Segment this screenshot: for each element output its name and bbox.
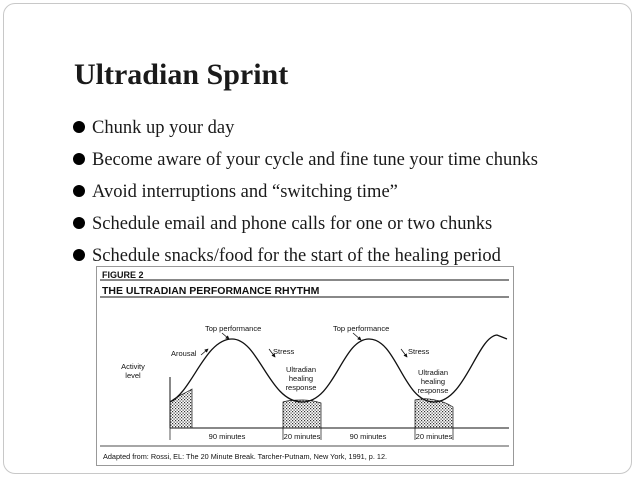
healing-label-line: healing bbox=[420, 377, 446, 386]
rhythm-curve bbox=[170, 335, 507, 402]
ultradian-rhythm-figure bbox=[96, 266, 514, 466]
healing-period-shade bbox=[283, 400, 321, 428]
duration-label: 90 minutes bbox=[349, 432, 387, 441]
top-performance-label: Top performance bbox=[205, 324, 262, 333]
top-performance-label: Top performance bbox=[333, 324, 390, 333]
healing-label-line: healing bbox=[288, 374, 314, 383]
bullet-text: Chunk up your day bbox=[92, 118, 235, 138]
figure-citation: Adapted from: Rossi, EL: The 20 Minute Break. Tarcher-Putnam, New York, 1991, p. 12. bbox=[103, 452, 388, 461]
arousal-label: Arousal bbox=[171, 349, 197, 358]
bullet-dot-icon bbox=[73, 185, 85, 197]
bullet-dot-icon bbox=[73, 121, 85, 133]
healing-label-line: Ultradian bbox=[417, 368, 449, 377]
arrow-icon bbox=[201, 349, 208, 355]
bullet-text: Schedule email and phone calls for one or two chunks bbox=[92, 214, 493, 234]
bullet-item bbox=[73, 179, 538, 211]
duration-label: 90 minutes bbox=[208, 432, 246, 441]
bullet-dot-icon bbox=[73, 249, 85, 261]
bullet-dot-icon bbox=[73, 217, 85, 229]
duration-label: 20 minutes bbox=[415, 432, 453, 441]
bullet-text: Avoid interruptions and “switching time” bbox=[92, 182, 398, 202]
bullet-item bbox=[73, 147, 538, 179]
healing-period-shade bbox=[415, 399, 453, 428]
y-axis-label-line1: Activity bbox=[121, 362, 145, 371]
healing-label-line: response bbox=[417, 386, 449, 395]
bullet-item bbox=[73, 211, 538, 243]
stress-label: Stress bbox=[408, 347, 430, 356]
figure-heading: THE ULTRADIAN PERFORMANCE RHYTHM bbox=[102, 285, 320, 297]
figure-label: FIGURE 2 bbox=[102, 270, 144, 280]
duration-label: 20 minutes bbox=[283, 432, 321, 441]
bullet-item bbox=[73, 115, 538, 147]
bullet-text: Become aware of your cycle and fine tune your time chunks bbox=[92, 150, 538, 170]
arrow-icon bbox=[353, 333, 361, 340]
rhythm-diagram bbox=[97, 267, 515, 467]
bullet-text: Schedule snacks/food for the start of the healing period bbox=[92, 246, 501, 266]
slide-title: Ultradian Sprint bbox=[74, 58, 289, 91]
arrow-icon bbox=[222, 333, 229, 339]
bullet-list bbox=[73, 115, 538, 275]
healing-label-line: response bbox=[285, 383, 317, 392]
bullet-dot-icon bbox=[73, 153, 85, 165]
arrow-icon bbox=[401, 349, 407, 357]
healing-label-line: Ultradian bbox=[285, 365, 317, 374]
healing-period-shade bbox=[170, 389, 192, 428]
y-axis-label-line2: level bbox=[125, 371, 141, 380]
stress-label: Stress bbox=[273, 347, 295, 356]
